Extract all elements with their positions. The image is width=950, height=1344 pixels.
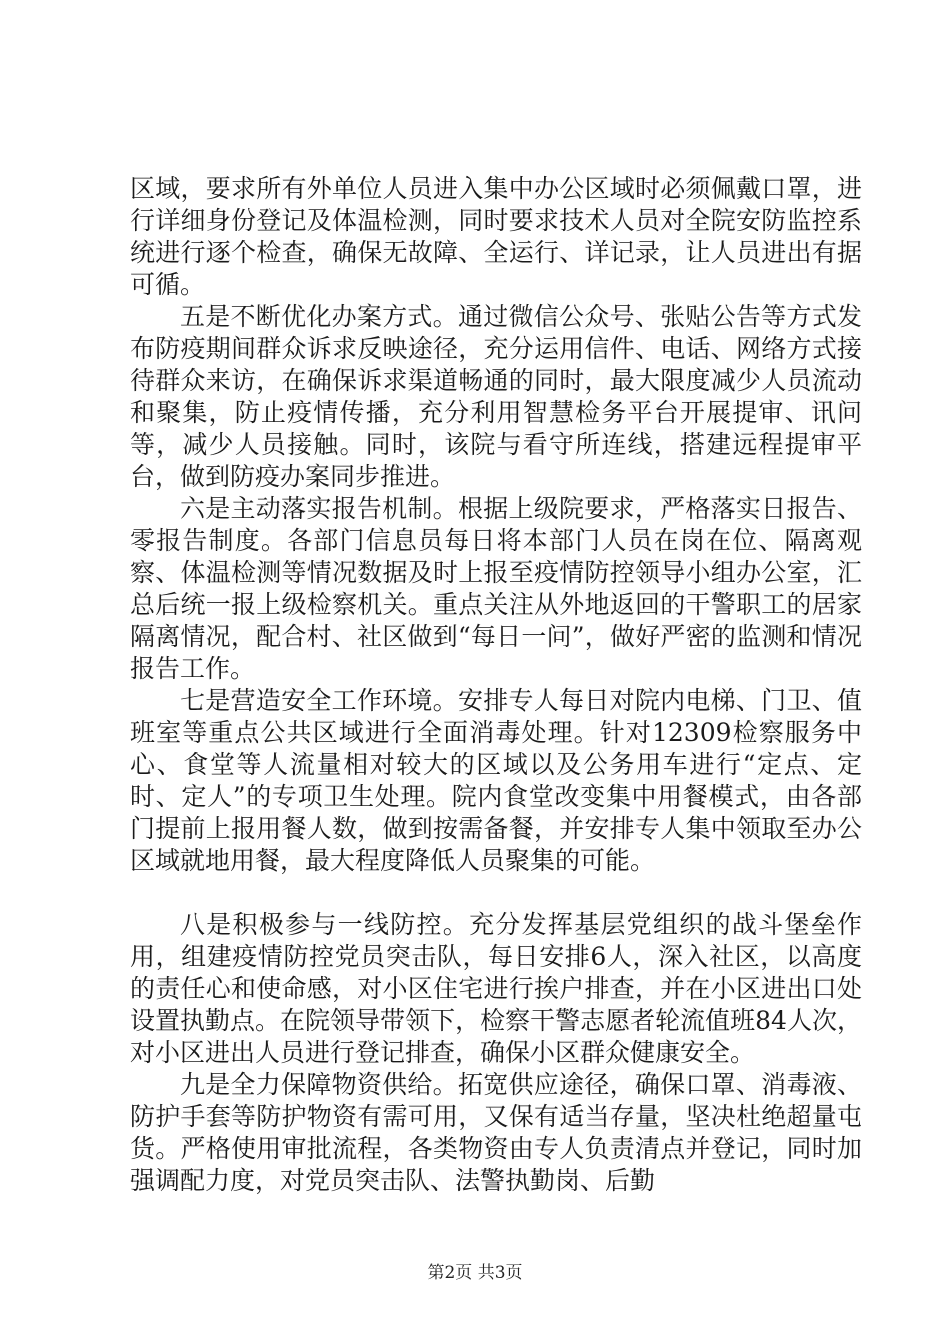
paragraph-item-8: 八是积极参与一线防控。充分发挥基层党组织的战斗堡垒作用，组建疫情防控党员突击队，每日安排6人，深入社区，以高度的责任心和使命感，对小区住宅进行挨户排查，并在小区进出口处设置执勤点。在院领导带领下，检察干警志愿者轮流值班84人次，对小区进出人员进行登记排查，确保小区群众健康安全。 xyxy=(130,910,862,1067)
document-body xyxy=(130,173,862,1197)
paragraph-continued: 区域，要求所有外单位人员进入集中办公区域时必须佩戴口罩，进行详细身份登记及体温检测，同时要求技术人员对全院安防监控系统进行逐个检查，确保无故障、全运行、详记录，让人员进出有据可循。 xyxy=(130,174,862,299)
page-number-footer: 第2页 共3页 xyxy=(427,1263,523,1283)
paragraph-item-5: 五是不断优化办案方式。通过微信公众号、张贴公告等方式发布防疫期间群众诉求反映途径，充分运用信件、电话、网络方式接待群众来访，在确保诉求渠道畅通的同时，最大限度减少人员流动和聚集，防止疫情传播，充分利用智慧检务平台开展提审、讯问等，减少人员接触。同时，该院与看守所连线，搭建远程提审平台，做到防疫办案同步推进。 xyxy=(130,302,862,491)
paragraph-item-6: 六是主动落实报告机制。根据上级院要求，严格落实日报告、零报告制度。各部门信息员每日将本部门人员在岗在位、隔离观察、体温检测等情况数据及时上报至疫情防控领导小组办公室，汇总后统一报上级检察机关。重点关注从外地返回的干警职工的居家隔离情况，配合村、社区做到“每日一问”，做好严密的监测和情况报告工作。 xyxy=(130,494,862,683)
paragraph-item-7: 七是营造安全工作环境。安排专人每日对院内电梯、门卫、值班室等重点公共区域进行全面消毒处理。针对12309检察服务中心、食堂等人流量相对较大的区域以及公务用车进行“定点、定时、定人”的专项卫生处理。院内食堂改变集中用餐模式，由各部门提前上报用餐人数，做到按需备餐，并安排专人集中领取至办公区域就地用餐，最大程度降低人员聚集的可能。 xyxy=(130,686,862,875)
paragraph-item-9: 九是全力保障物资供给。拓宽供应途径，确保口罩、消毒液、防护手套等防护物资有需可用，又保有适当存量，坚决杜绝超量屯货。严格使用审批流程，各类物资由专人负责清点并登记，同时加强调配力度，对党员突击队、法警执勤岗、后勤 xyxy=(130,1070,862,1195)
